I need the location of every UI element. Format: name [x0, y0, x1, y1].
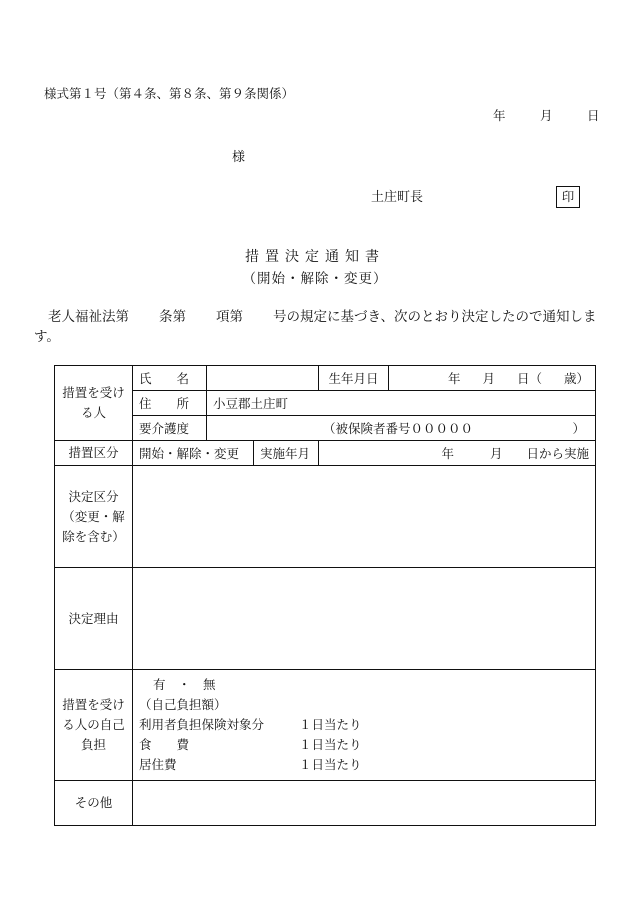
- category-label: 措置区分: [55, 441, 133, 466]
- impl-month: 月: [489, 446, 503, 461]
- burden-item-label: 利用者負担保険対象分: [139, 717, 265, 732]
- document-title: 措置決定通知書: [245, 249, 385, 265]
- body-text-part: 項第: [216, 309, 243, 325]
- burden-label: 措置を受ける人の自己負担: [55, 670, 133, 781]
- address-value: 小豆郡土庄町: [207, 391, 596, 416]
- body-paragraph: [34, 307, 600, 347]
- form-number-label: 様式第１号（第４条、第８条、第９条関係）: [44, 86, 295, 101]
- burden-item: [139, 715, 589, 735]
- burden-item-label: 食 費: [139, 737, 190, 752]
- date-month: 月: [540, 108, 553, 123]
- decision-label: 決定区分（変更・解除を含む）: [55, 466, 133, 568]
- impl-day: 日から実施: [526, 446, 589, 461]
- implementation-value: [319, 441, 596, 466]
- burden-item-unit: １日当たり: [299, 737, 362, 752]
- impl-year: 年: [441, 446, 454, 461]
- document-subtitle: （開始・解除・変更）: [242, 271, 388, 287]
- insured-number-close: ）: [572, 421, 585, 436]
- burden-amount-label: （自己負担額）: [139, 697, 227, 712]
- burden-item: [139, 755, 589, 775]
- burden-item-unit: １日当たり: [299, 757, 362, 772]
- body-text-part: 条第: [159, 309, 186, 325]
- insured-number-text: （被保険者番号０００００: [323, 421, 474, 436]
- notification-table: [54, 365, 596, 826]
- reason-label: 決定理由: [55, 568, 133, 670]
- dob-value: [389, 366, 596, 391]
- subject-header: 措置を受ける人: [55, 366, 133, 441]
- other-value: [133, 781, 596, 826]
- body-text-part: 老人福祉法第: [48, 309, 129, 325]
- insured-number: [207, 416, 596, 441]
- dob-year: 年: [447, 371, 461, 386]
- address-label: 住 所: [133, 391, 207, 416]
- date-year: 年: [493, 108, 506, 123]
- addressee-suffix: 様: [232, 150, 246, 165]
- burden-item-unit: １日当たり: [299, 717, 362, 732]
- dob-label: 生年月日: [319, 366, 389, 391]
- dob-age: 歳）: [563, 371, 589, 386]
- implementation-label: 実施年月: [253, 440, 318, 466]
- reason-value: [133, 568, 596, 670]
- date-day: 日: [587, 108, 600, 123]
- decision-value: [133, 466, 596, 568]
- other-label: その他: [55, 781, 133, 826]
- dob-month: 月: [482, 371, 495, 386]
- burden-item-label: 居住費: [139, 757, 177, 772]
- body-text-part: 号の規定に基づき、次のとおり決定したので通知します。: [34, 309, 597, 345]
- issuer-name: 土庄町長: [371, 190, 424, 205]
- category-cell: [133, 441, 319, 466]
- burden-item: [139, 735, 589, 755]
- name-value: [207, 366, 319, 391]
- dob-day: 日（: [516, 371, 542, 386]
- name-label: 氏 名: [133, 366, 207, 391]
- care-level-label: 要介護度: [133, 416, 207, 441]
- burden-presence: 有 ・ 無: [153, 677, 216, 692]
- seal-box: 印: [556, 186, 580, 208]
- burden-value: [133, 670, 596, 781]
- category-value: 開始・解除・変更: [139, 446, 240, 461]
